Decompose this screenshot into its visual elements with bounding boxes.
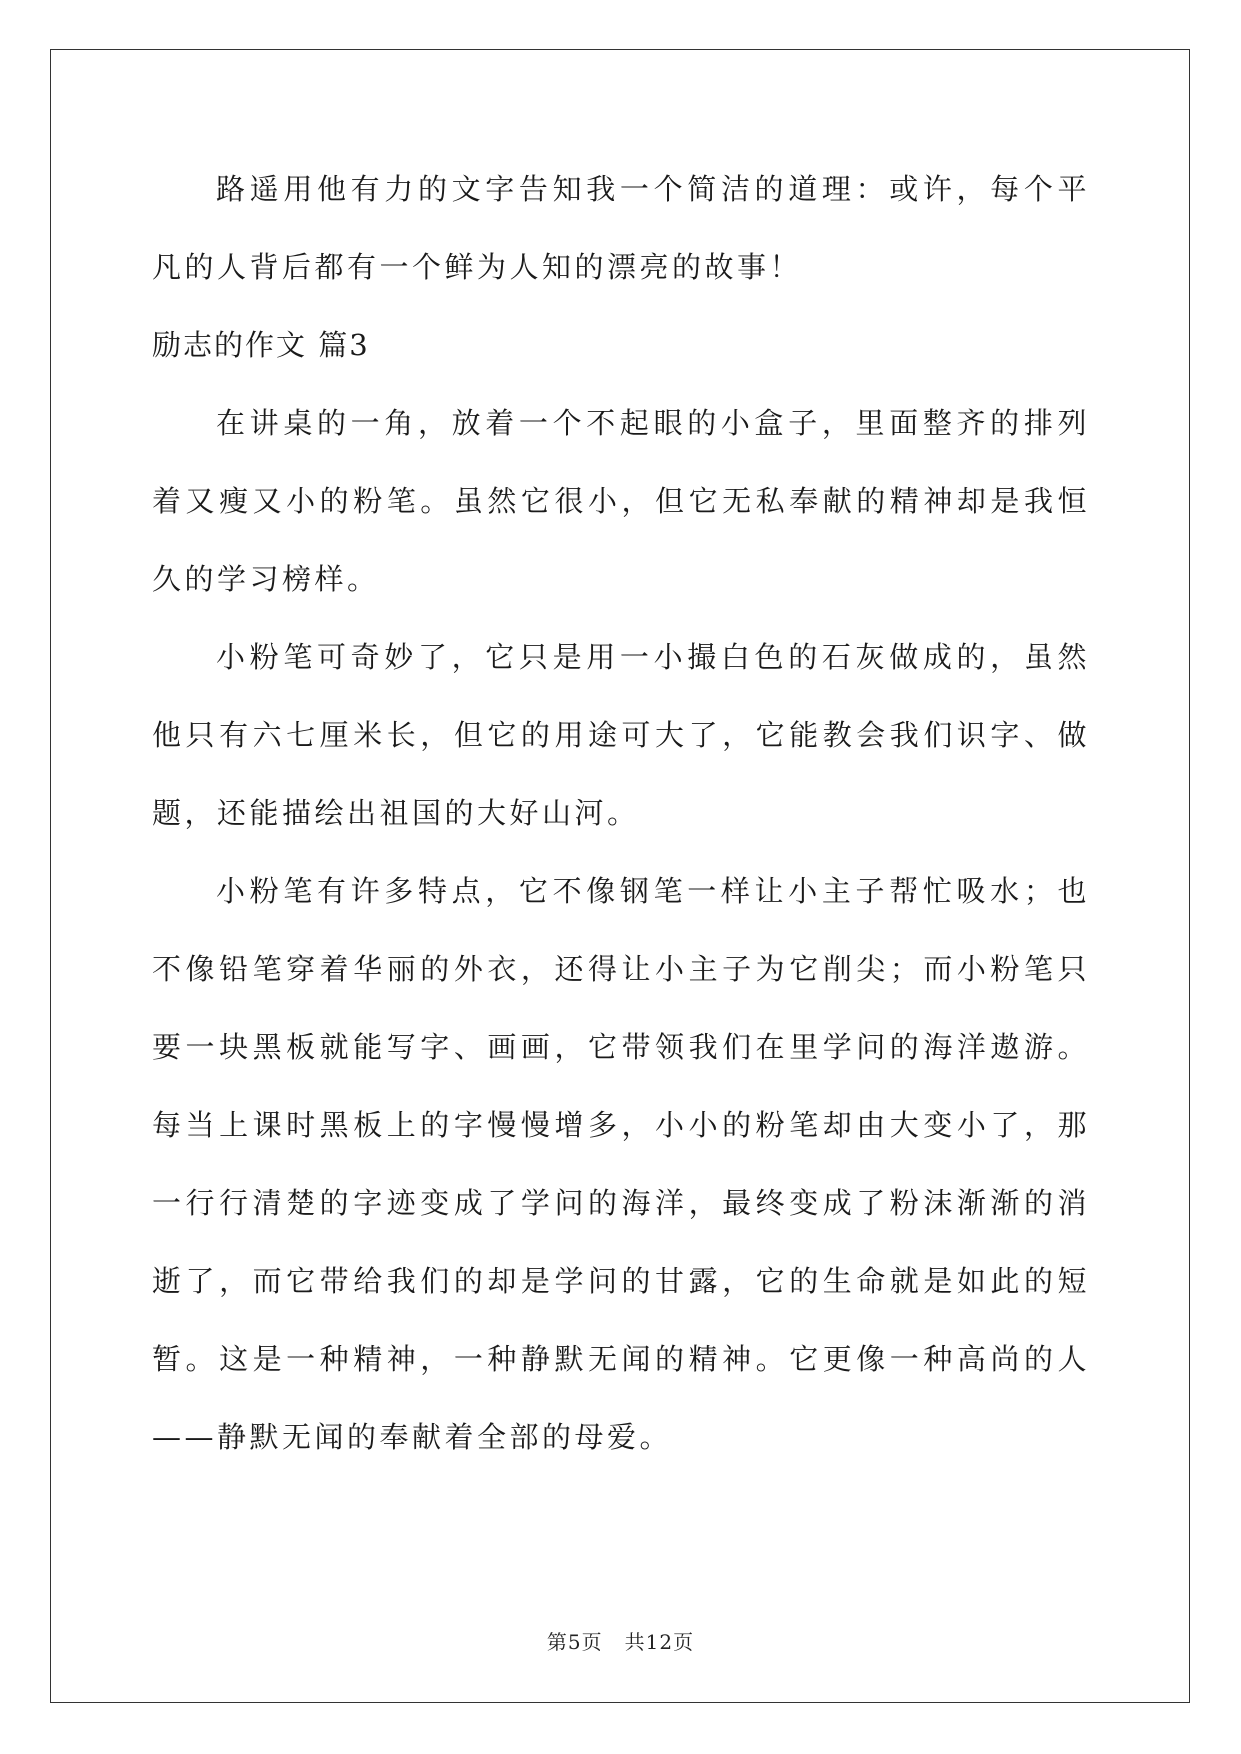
document-body <box>152 150 1090 1476</box>
paragraph-1: 路遥用他有力的文字告知我一个简洁的道理：或许，每个平凡的人背后都有一个鲜为人知的漂亮的故事！ <box>152 172 1090 284</box>
page-number: 第5页 <box>546 1630 603 1654</box>
page-total: 共12页 <box>624 1630 695 1654</box>
paragraph-2: 在讲桌的一角，放着一个不起眼的小盒子，里面整齐的排列着又瘦又小的粉笔。虽然它很小，但它无私奉献的精神却是我恒久的学习榜样。 <box>152 406 1090 596</box>
section-heading: 励志的作文 篇3 <box>152 328 370 362</box>
page-footer <box>0 1626 1241 1655</box>
paragraph-3: 小粉笔可奇妙了，它只是用一小撮白色的石灰做成的，虽然他只有六七厘米长，但它的用途可大了，它能教会我们识字、做题，还能描绘出祖国的大好山河。 <box>152 640 1090 830</box>
paragraph-4: 小粉笔有许多特点，它不像钢笔一样让小主子帮忙吸水；也不像铅笔穿着华丽的外衣，还得让小主子为它削尖；而小粉笔只要一块黑板就能写字、画画，它带领我们在里学问的海洋遨游。每当上课时黑板上的字慢慢增多，小小的粉笔却由大变小了，那一行行清楚的字迹变成了学问的海洋，最终变成了粉沫渐渐的消逝了，而它带给我们的却是学问的甘露，它的生命就是如此的短暂。这是一种精神，一种静默无闻的精神。它更像一种高尚的人——静默无闻的奉献着全部的母爱。 <box>152 874 1090 1454</box>
